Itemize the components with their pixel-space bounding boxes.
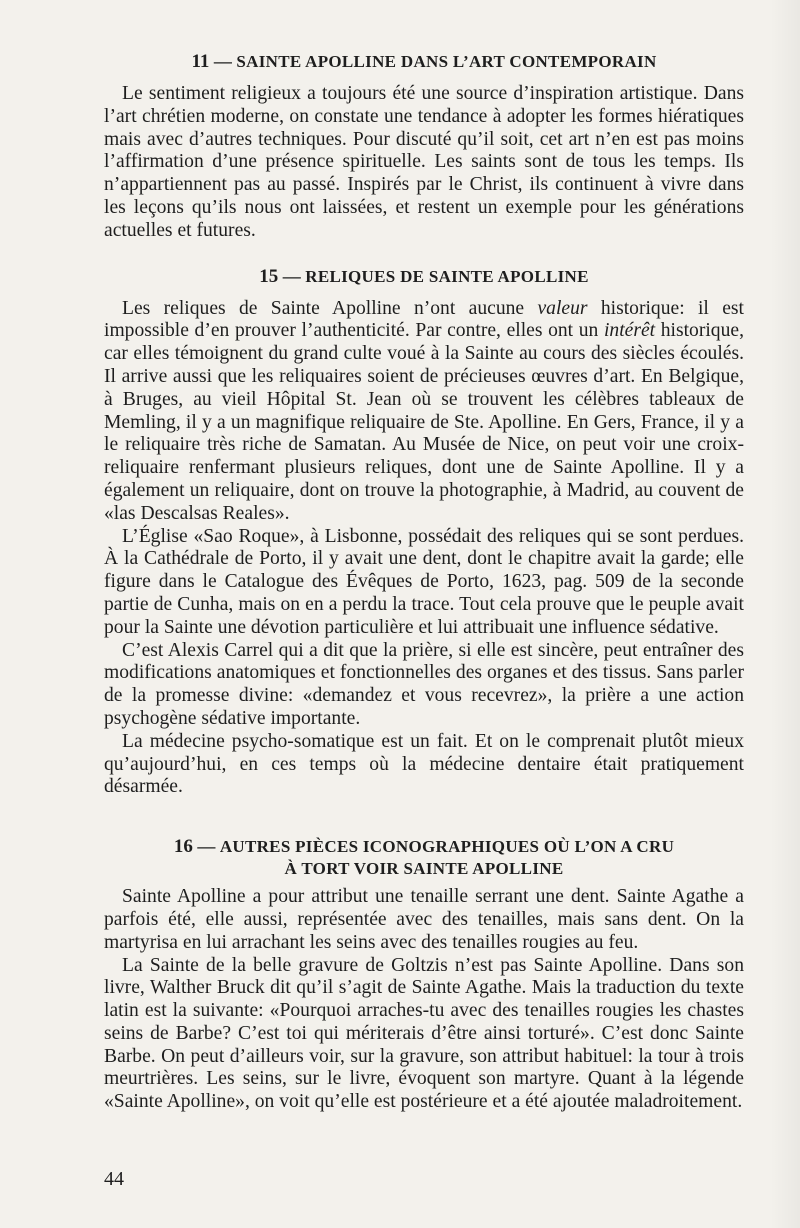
section-heading-11: [104, 50, 744, 73]
paragraph: Le sentiment religieux a toujours été une source d’inspiration artistique. Dans l’art chrétien moderne, on constate une tendance à adopter les formes hiératiques mais avec d’autres techniques. Pour discuté qu’il soit, cet art n’en est pas moins l’affirmation d’une présence spirituelle. Les saints sont de tous les temps. Ils n’appartiennent pas au passé. Inspirés par le Christ, ils continuent à vivre dans les leçons qu’ils nous ont laissées, et restent un exemple pour les générations actuelles et futures.: [104, 83, 744, 241]
heading-dash: —: [192, 836, 220, 857]
paragraph: La médecine psycho-somatique est un fait. Et on le comprenait plutôt mieux qu’aujourd’hui, en ces temps où la médecine dentaire était pratiquement désarmée.: [104, 730, 744, 798]
section-heading-16: [104, 835, 744, 880]
emphasis-interet: intérêt: [603, 320, 656, 342]
section-title: RELIQUES DE SAINTE APOLLINE: [305, 266, 589, 286]
section-title: SAINTE APOLLINE DANS L’ART CONTEMPORAIN: [236, 52, 657, 71]
text-run: historique, car elles témoignent du grand culte voué à la Sainte au cours des siècles écoulés. Il arrive aussi que les reliquaires soient de précieuses œuvres d’art. En Belgique, à Bruges, au vieil Hôpital St. Jean où se trouvent les célèbres tableaux de Memling, il y a un magnifique reliquaire de Ste. Apolline. En Gers, France, il y a le reliquaire très riche de Samatan. Au Musée de Nice, on peut voir une croix-reliquaire renfermant plusieurs reliques, dont une de Sainte Apolline. Il y a également un reliquaire, dont on trouve la photographie, à Madrid, au couvent de «las Descalsas Reales».: [104, 320, 744, 524]
section-heading-15: [104, 265, 744, 288]
section-title: AUTRES PIÈCES ICONOGRAPHIQUES OÙ L’ON A CRU: [219, 837, 675, 857]
paragraph: C’est Alexis Carrel qui a dit que la prière, si elle est sincère, peut entraîner des modifications anatomiques et fonctionnelles des organes et des tissus. Sans parler de la promesse divine: «demandez et vous recevrez», la prière a une action psychogène sédative importante.: [104, 639, 744, 729]
section-number: 15: [259, 265, 279, 287]
paragraph: L’Église «Sao Roque», à Lisbonne, possédait des reliques qui se sont perdues. À la Cathédrale de Porto, il y avait une dent, dont le chapitre avait la garde; elle figure dans le Catalogue des Évêques de Porto, 1623, pag. 509 de la seconde partie de Cunha, mais on en a perdu la trace. Tout cela prouve que le peuple avait pour la Sainte une dévotion particulière et lui attribuait une influence sédative.: [104, 525, 744, 638]
page-number: 44: [104, 1168, 124, 1190]
section-number: 16: [173, 836, 193, 858]
text-run: historique: il est impossible d’en prouver l’authenticité. Par contre, elles ont un: [104, 297, 744, 342]
text-run: Les reliques de Sainte Apolline n’ont aucune: [122, 297, 538, 319]
page-edge-shading: [770, 0, 800, 1228]
paragraph: [104, 298, 744, 526]
heading-line-1: [104, 835, 744, 858]
heading-line-2: À TORT VOIR SAINTE APOLLINE: [284, 859, 564, 879]
heading-dash: —: [278, 265, 306, 286]
paragraph: Sainte Apolline a pour attribut une tenaille serrant une dent. Sainte Agathe a parfois été, elle aussi, représentée avec des tenailles, mais sans dent. On la martyrisa en lui arrachant les seins avec des tenailles rougies au feu.: [104, 886, 744, 953]
heading-dash: —: [209, 51, 237, 71]
section-15: [104, 265, 744, 800]
paragraph: La Sainte de la belle gravure de Goltzis n’est pas Sainte Apolline. Dans son livre, Walther Bruck dit qu’il s’agit de Sainte Agathe. Mais la traduction du texte latin est la suivante: «Pourquoi arraches-tu avec des tenailles rougies les chastes seins de Barbe? C’est toi qui mériterais d’être ainsi torturé». C’est donc Sainte Barbe. On peut d’ailleurs voir, sur la gravure, son attribut habituel: la tour à trois meurtrières. Les seins, sur le livre, évoquent son martyre. Quant à la légende «Sainte Apolline», on voit qu’elle est postérieure et a été ajoutée maladroitement.: [104, 954, 744, 1113]
section-number: 11: [191, 51, 210, 72]
emphasis-valeur: valeur: [537, 297, 588, 319]
section-11: [104, 50, 744, 243]
section-16: [104, 835, 744, 1114]
